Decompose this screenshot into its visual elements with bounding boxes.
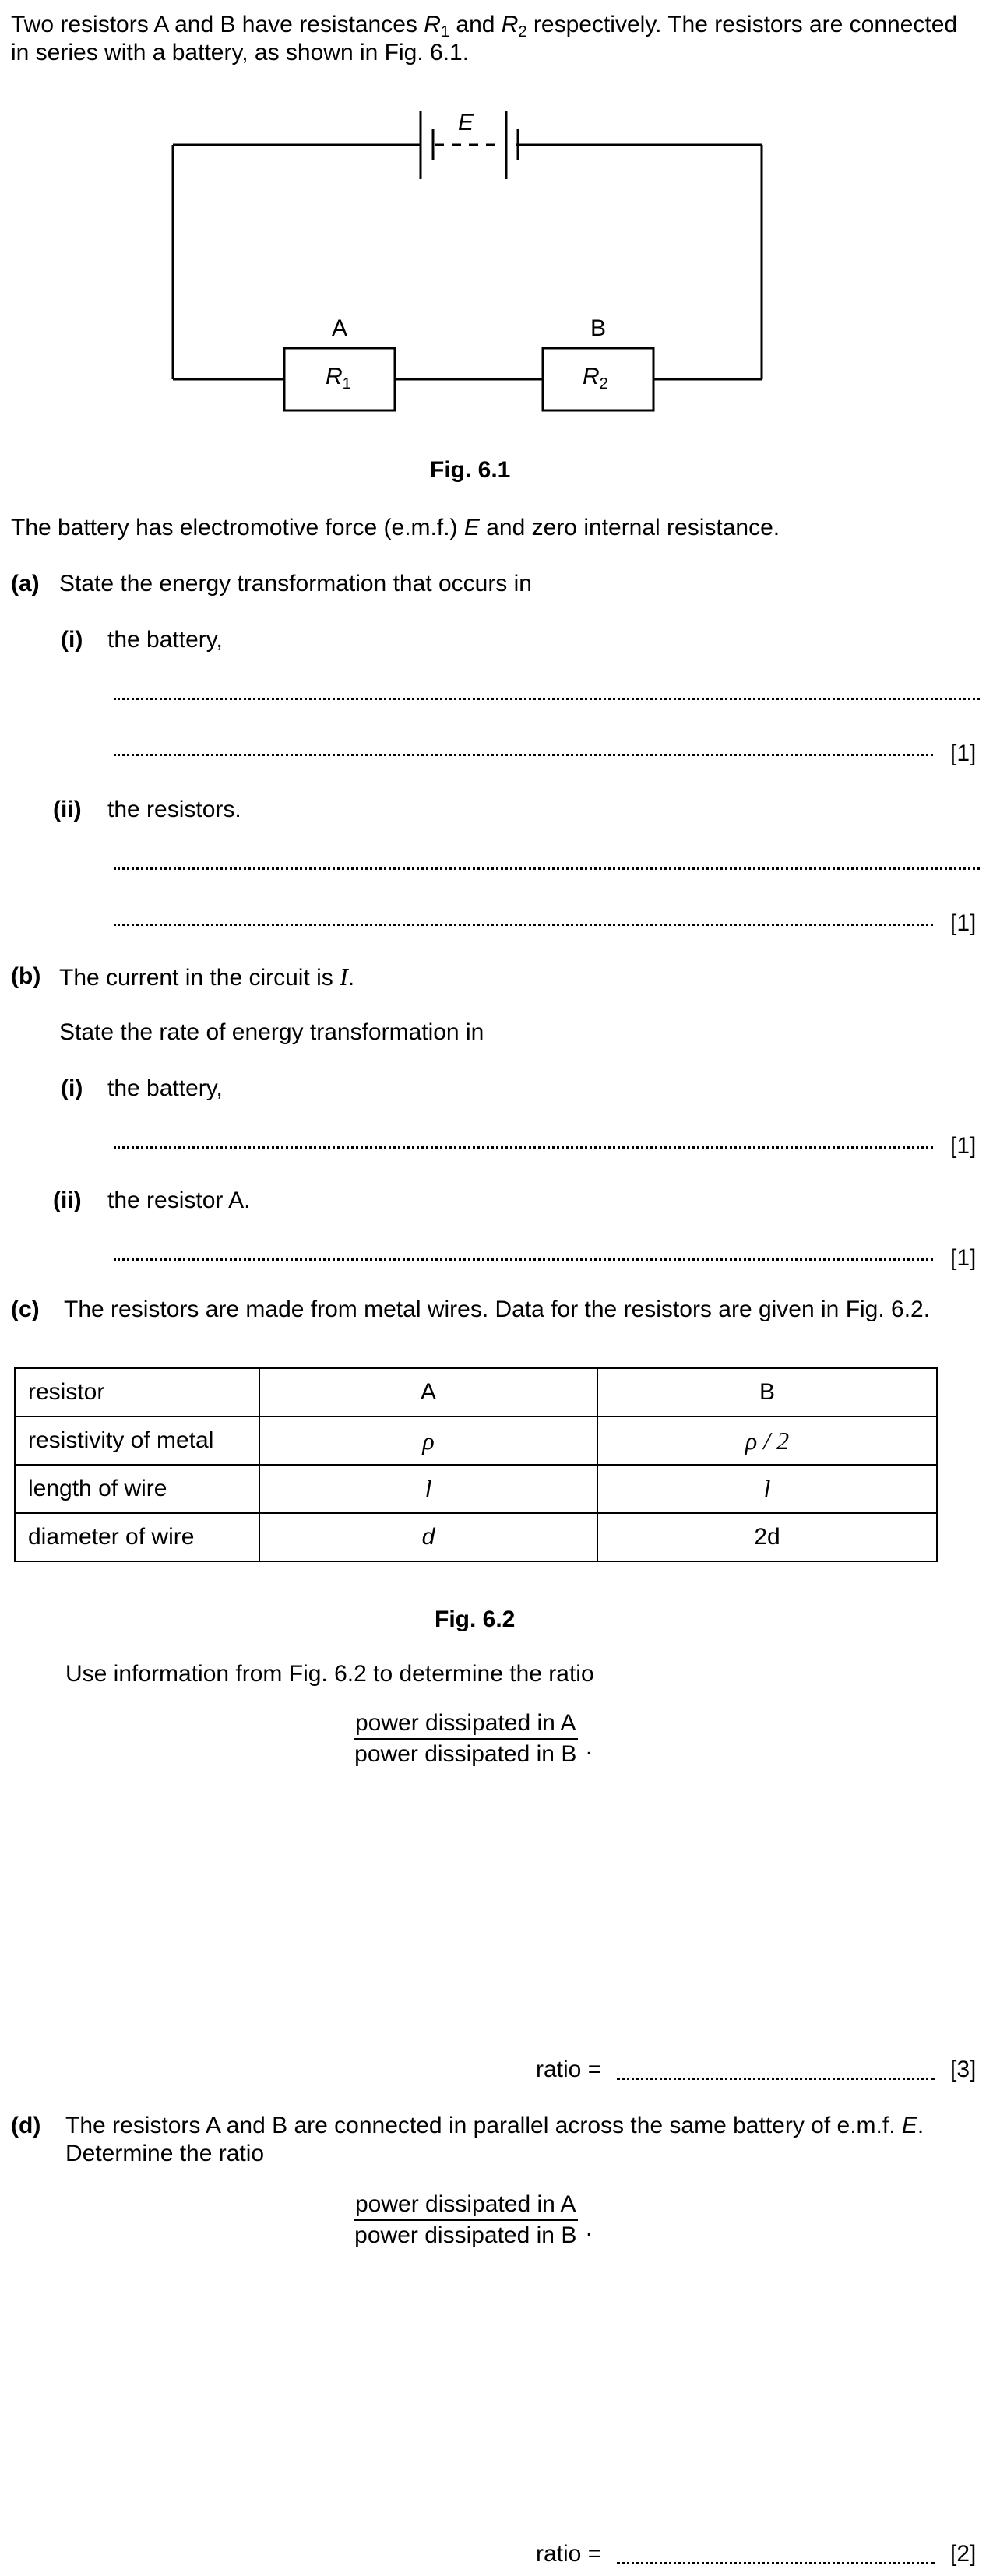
emf-label: E: [458, 110, 474, 135]
answer-line-b-i[interactable]: [114, 1146, 933, 1149]
part-a-ii-label: (ii): [53, 797, 82, 822]
table-header-cell: B: [597, 1368, 937, 1416]
table-cell: l: [597, 1465, 937, 1513]
part-a-i-text: the battery,: [107, 627, 223, 653]
part-d-question-line-2: Determine the ratio: [65, 2141, 265, 2166]
part-a-ii-text: the resistors.: [107, 797, 241, 822]
battery-text-b: and zero internal resistance.: [479, 515, 780, 540]
fraction-numerator: power dissipated in A: [354, 1710, 578, 1740]
part-d-text-b: .: [917, 2113, 924, 2138]
part-b-label: (b): [11, 963, 41, 989]
table-row: [15, 1513, 937, 1561]
fraction-numerator: power dissipated in A: [354, 2191, 578, 2221]
part-c-question: The resistors are made from metal wires. Data for the resistors are given in Fig. 6.2.: [64, 1297, 931, 1322]
table-cell: l: [259, 1465, 597, 1513]
intro-line-2: in series with a battery, as shown in Fig. 6.1.: [11, 40, 470, 65]
part-b-text-b: .: [347, 965, 355, 991]
table-header-cell: resistor: [15, 1368, 259, 1416]
table-row: [15, 1416, 937, 1465]
fraction-period: .: [586, 1734, 593, 1760]
battery-text-a: The battery has electromotive force (e.m.f.): [11, 515, 464, 540]
part-b-i-text: the battery,: [107, 1075, 223, 1101]
ratio-answer-line-c[interactable]: [617, 2078, 935, 2080]
r2-symbol: R: [501, 12, 519, 37]
fraction-denominator: power dissipated in B: [354, 1741, 577, 1767]
r2-circuit-symbol: R: [583, 364, 600, 389]
intro-text-end: respectively. The resistors are connected: [526, 12, 958, 37]
ratio-label-c: ratio =: [536, 2057, 602, 2082]
resistor-a-label: A: [332, 315, 348, 341]
table-cell: 2d: [597, 1513, 937, 1561]
ratio-answer-line-d[interactable]: [617, 2562, 935, 2564]
part-d-question-line-1: [65, 2112, 924, 2140]
intro-text: Two resistors A and B have resistances: [11, 12, 424, 37]
r2-subscript: 2: [518, 23, 527, 40]
fig-6-2-caption: Fig. 6.2: [435, 1606, 516, 1632]
part-a-i-label: (i): [61, 627, 83, 653]
battery-statement: [11, 514, 780, 542]
answer-line-b-ii[interactable]: [114, 1258, 933, 1261]
table-header-cell: A: [259, 1368, 597, 1416]
part-a-question: State the energy transformation that occurs in: [59, 571, 532, 596]
answer-line-a-i-2[interactable]: [114, 754, 933, 756]
table-cell: ρ: [259, 1416, 597, 1465]
r1-circuit-sub: 1: [342, 375, 351, 392]
fraction-period: .: [586, 2215, 593, 2241]
table-row: [15, 1368, 937, 1416]
part-b-question: [59, 962, 354, 992]
part-d-text-a: The resistors A and B are connected in parallel across the same battery of e.m.f.: [65, 2113, 902, 2138]
mark-a-ii: [1]: [950, 910, 977, 936]
table-cell: ρ / 2: [597, 1416, 937, 1465]
fig-6-1-caption: Fig. 6.1: [430, 457, 511, 483]
mark-b-ii: [1]: [950, 1245, 977, 1271]
current-symbol: I: [340, 962, 348, 991]
resistor-b-label: B: [590, 315, 607, 341]
part-b-text-a: The current in the circuit is: [59, 965, 340, 991]
fraction-denominator: power dissipated in B: [354, 2222, 577, 2248]
part-a-label: (a): [11, 571, 40, 596]
ratio-label-d: ratio =: [536, 2541, 602, 2567]
part-d-label: (d): [11, 2113, 41, 2138]
table-cell: resistivity of metal: [15, 1416, 259, 1465]
r1-symbol: R: [424, 12, 441, 37]
mark-b-i: [1]: [950, 1133, 977, 1159]
resistor-data-table: [14, 1367, 938, 1562]
table-cell: diameter of wire: [15, 1513, 259, 1561]
r1-subscript: 1: [440, 23, 450, 40]
part-b-instruction: State the rate of energy transformation in: [59, 1019, 484, 1045]
answer-line-a-ii-1[interactable]: [114, 867, 980, 870]
resistor-b-symbol: [583, 363, 608, 391]
mark-d: [2]: [950, 2541, 977, 2567]
ratio-fraction-d: [354, 2191, 578, 2249]
circuit-diagram: [0, 0, 993, 436]
ratio-fraction-c: [354, 1710, 578, 1768]
intro-and: and: [449, 12, 502, 37]
answer-line-a-ii-2[interactable]: [114, 924, 933, 926]
part-b-i-label: (i): [61, 1075, 83, 1101]
resistor-a-symbol: [326, 363, 351, 391]
part-b-ii-label: (ii): [53, 1188, 82, 1213]
mark-a-i: [1]: [950, 741, 977, 766]
r2-circuit-sub: 2: [599, 375, 608, 392]
part-b-ii-text: the resistor A.: [107, 1188, 251, 1213]
battery-emf-symbol: E: [463, 515, 480, 540]
answer-line-a-i-1[interactable]: [114, 698, 980, 700]
part-c-instruction: Use information from Fig. 6.2 to determine the ratio: [65, 1661, 594, 1687]
table-cell: length of wire: [15, 1465, 259, 1513]
table-row: [15, 1465, 937, 1513]
mark-c: [3]: [950, 2057, 977, 2082]
r1-circuit-symbol: R: [326, 364, 343, 389]
table-cell: d: [259, 1513, 597, 1561]
part-c-label: (c): [11, 1297, 40, 1322]
part-d-emf-symbol: E: [901, 2113, 917, 2138]
